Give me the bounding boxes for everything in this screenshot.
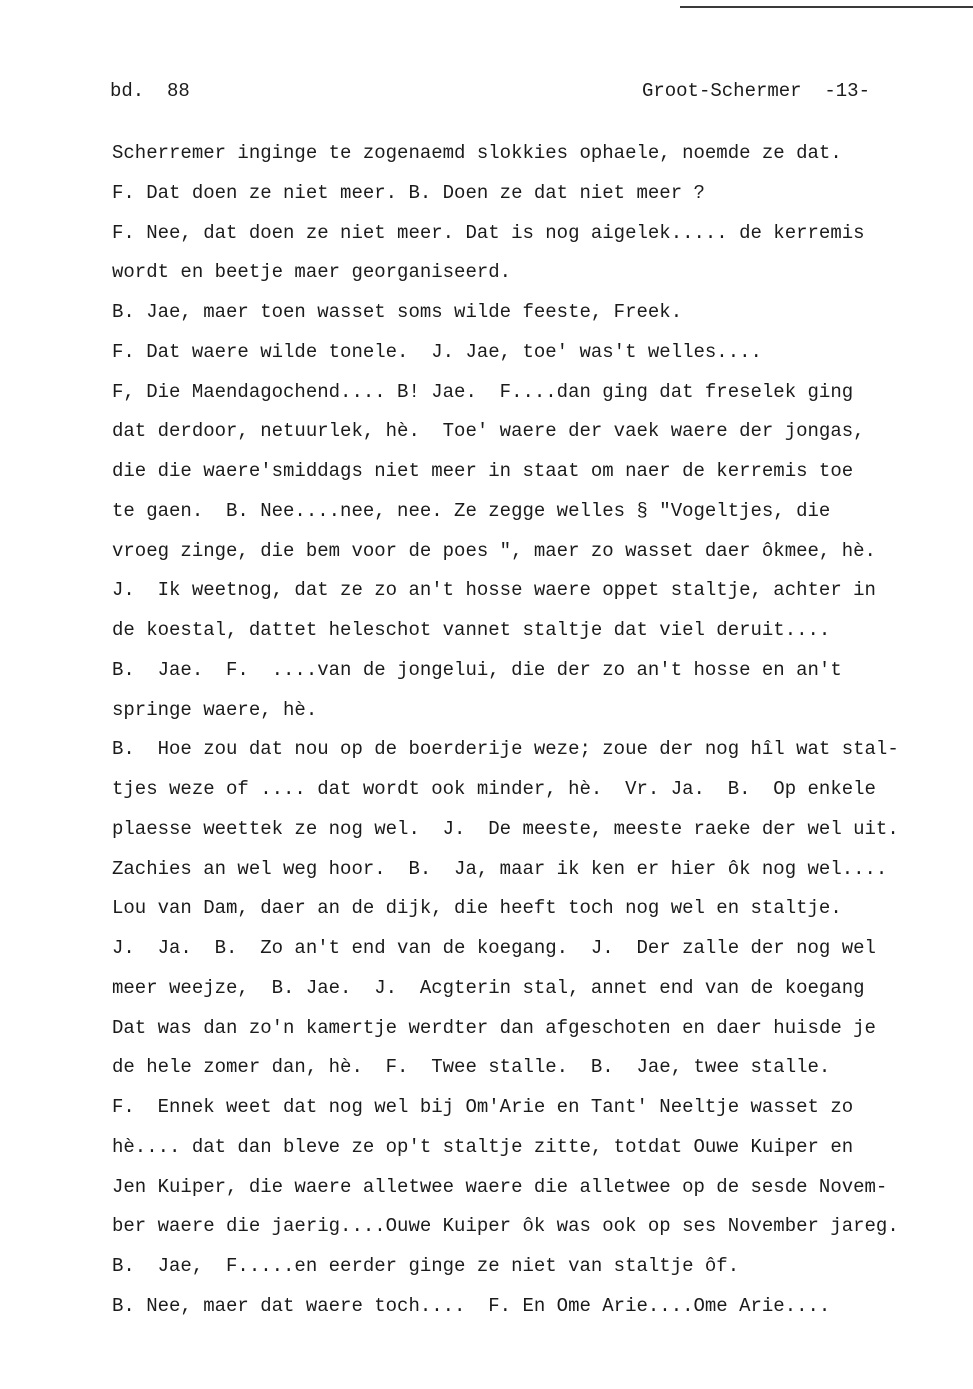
text-line: tjes weze of .... dat wordt ook minder, hè. Vr. Ja. B. Op enkele <box>112 778 876 800</box>
text-line: plaesse weettek ze nog wel. J. De meeste, meeste raeke der wel uit. <box>112 817 899 840</box>
text-line: te gaen. B. Nee....nee, nee. Ze zegge welles § "Vogeltjes, die <box>112 499 831 522</box>
text-line: B. Hoe zou dat nou op de boerderije weze; zoue der nog hîl wat stal- <box>112 738 899 761</box>
top-rule <box>680 6 973 8</box>
text-line: de koestal, dattet heleschot vannet staltje dat viel deruit.... <box>112 619 831 641</box>
document-title: Groot-Schermer -13- <box>641 80 870 102</box>
text-line: B. Jae, maer toen wasset soms wilde feeste, Freek. <box>112 301 683 323</box>
text-line: dat derdoor, netuurlek, hè. Toe' waere der vaek waere der jongas, <box>112 420 865 443</box>
text-line: hè.... dat dan bleve ze op't staltje zitte, totdat Ouwe Kuiper en <box>112 1135 854 1158</box>
text-line: Scherremer inginge te zogenaemd slokkies ophaele, noemde ze dat. <box>112 142 842 164</box>
text-line: F, Die Maendagochend.... B! Jae. F....dan ging dat freselek ging <box>112 380 854 403</box>
page-header <box>110 80 870 110</box>
text-line: F. Nee, dat doen ze niet meer. Dat is nog aigelek..... de kerremis <box>112 221 865 244</box>
text-line: de hele zomer dan, hè. F. Twee stalle. B. Jae, twee stalle. <box>112 1056 831 1079</box>
text-line: F. Ennek weet dat nog wel bij Om'Arie en Tant' Neeltje wasset zo <box>112 1096 854 1118</box>
text-line: B. Jae, F.....en eerder ginge ze niet van staltje ôf. <box>112 1255 740 1277</box>
text-line: B. Nee, maer dat waere toch.... F. En Ome Arie....Ome Arie.... <box>112 1294 831 1317</box>
text-line: B. Jae. F. ....van de jongelui, die der zo an't hosse en an't <box>112 658 842 681</box>
text-line: Lou van Dam, daer an de dijk, die heeft toch nog wel en staltje. <box>112 897 842 920</box>
text-line: Zachies an wel weg hoor. B. Ja, maar ik ken er hier ôk nog wel.... <box>112 857 888 880</box>
text-line: springe waere, hè. <box>112 698 318 721</box>
text-line: F. Dat waere wilde tonele. J. Jae, toe' was't welles.... <box>112 340 762 363</box>
text-line: F. Dat doen ze niet meer. B. Doen ze dat niet meer ? <box>112 181 705 204</box>
text-line: meer weejze, B. Jae. J. Acgterin stal, annet end van de koegang <box>112 976 865 999</box>
text-line: J. Ja. B. Zo an't end van de koegang. J. Der zalle der nog wel <box>112 937 876 959</box>
text-line: die die waere'smiddags niet meer in staat om naer de kerremis toe <box>112 460 854 482</box>
page-number: bd. 88 <box>110 80 190 102</box>
text-line: vroeg zinge, die bem voor de poes ", maer zo wasset daer ôkmee, hè. <box>112 539 876 562</box>
text-line: ber waere die jaerig....Ouwe Kuiper ôk was ook op ses November jareg. <box>112 1215 899 1238</box>
text-line: Jen Kuiper, die waere alletwee waere die alletwee op de sesde Novem- <box>112 1175 888 1198</box>
transcript-body <box>112 138 962 1331</box>
text-line: Dat was dan zo'n kamertje werdter dan afgeschoten en daer huisde je <box>112 1016 876 1039</box>
text-line: J. Ik weetnog, dat ze zo an't hosse waere oppet staltje, achter in <box>112 579 876 602</box>
text-line: wordt en beetje maer georganiseerd. <box>112 261 512 284</box>
